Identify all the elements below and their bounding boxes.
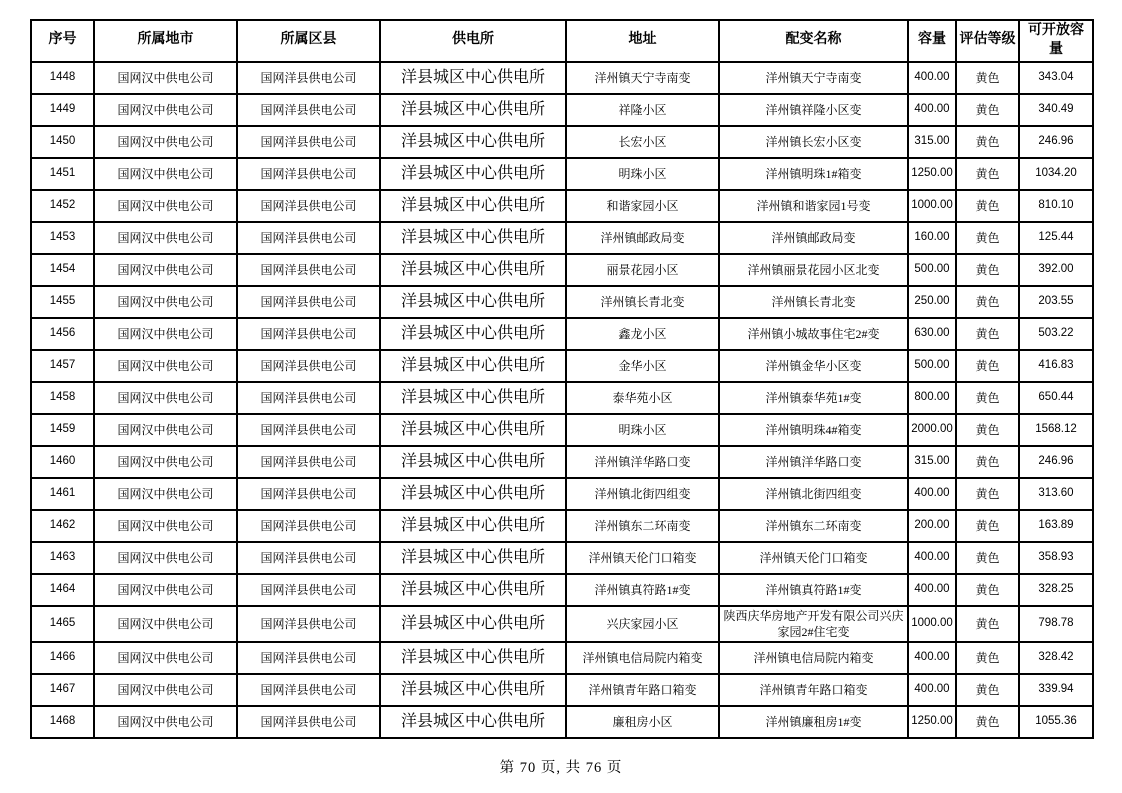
cell-transformer: 陕西庆华房地产开发有限公司兴庆家园2#住宅变 (719, 606, 908, 642)
table-body (31, 62, 1093, 738)
cell-open-capacity: 339.94 (1019, 674, 1093, 706)
column-header-capacity: 容量 (908, 20, 956, 62)
cell-capacity: 1000.00 (908, 190, 956, 222)
cell-open-capacity: 503.22 (1019, 318, 1093, 350)
cell-serial: 1456 (31, 318, 94, 350)
cell-transformer: 洋州镇金华小区变 (719, 350, 908, 382)
cell-transformer: 洋州镇长宏小区变 (719, 126, 908, 158)
cell-county: 国网洋县供电公司 (237, 674, 380, 706)
cell-address: 洋州镇北街四组变 (566, 478, 719, 510)
cell-serial: 1453 (31, 222, 94, 254)
cell-capacity: 200.00 (908, 510, 956, 542)
cell-address: 洋州镇东二环南变 (566, 510, 719, 542)
cell-capacity: 1250.00 (908, 706, 956, 738)
cell-city: 国网汉中供电公司 (94, 446, 237, 478)
cell-open-capacity: 358.93 (1019, 542, 1093, 574)
cell-transformer: 洋州镇长青北变 (719, 286, 908, 318)
cell-capacity: 1250.00 (908, 158, 956, 190)
cell-grade: 黄色 (956, 414, 1019, 446)
cell-serial: 1464 (31, 574, 94, 606)
cell-transformer: 洋州镇丽景花园小区北变 (719, 254, 908, 286)
cell-city: 国网汉中供电公司 (94, 642, 237, 674)
cell-serial: 1452 (31, 190, 94, 222)
cell-capacity: 400.00 (908, 478, 956, 510)
table-row (31, 642, 1093, 674)
cell-county: 国网洋县供电公司 (237, 606, 380, 642)
cell-serial: 1455 (31, 286, 94, 318)
cell-grade: 黄色 (956, 574, 1019, 606)
cell-address: 祥隆小区 (566, 94, 719, 126)
cell-capacity: 400.00 (908, 674, 956, 706)
cell-station: 洋县城区中心供电所 (380, 126, 566, 158)
cell-city: 国网汉中供电公司 (94, 478, 237, 510)
cell-address: 洋州镇洋华路口变 (566, 446, 719, 478)
cell-open-capacity: 416.83 (1019, 350, 1093, 382)
cell-station: 洋县城区中心供电所 (380, 414, 566, 446)
cell-open-capacity: 343.04 (1019, 62, 1093, 94)
cell-serial: 1457 (31, 350, 94, 382)
cell-city: 国网汉中供电公司 (94, 510, 237, 542)
cell-serial: 1459 (31, 414, 94, 446)
cell-station: 洋县城区中心供电所 (380, 606, 566, 642)
cell-address: 长宏小区 (566, 126, 719, 158)
cell-city: 国网汉中供电公司 (94, 414, 237, 446)
cell-serial: 1449 (31, 94, 94, 126)
cell-address: 明珠小区 (566, 158, 719, 190)
cell-city: 国网汉中供电公司 (94, 674, 237, 706)
cell-open-capacity: 1568.12 (1019, 414, 1093, 446)
cell-open-capacity: 392.00 (1019, 254, 1093, 286)
cell-transformer: 洋州镇洋华路口变 (719, 446, 908, 478)
table-row (31, 94, 1093, 126)
cell-address: 鑫龙小区 (566, 318, 719, 350)
table-row (31, 254, 1093, 286)
cell-city: 国网汉中供电公司 (94, 542, 237, 574)
cell-capacity: 400.00 (908, 94, 956, 126)
cell-transformer: 洋州镇青年路口箱变 (719, 674, 908, 706)
cell-address: 和谐家园小区 (566, 190, 719, 222)
cell-serial: 1448 (31, 62, 94, 94)
cell-open-capacity: 246.96 (1019, 126, 1093, 158)
cell-city: 国网汉中供电公司 (94, 254, 237, 286)
cell-capacity: 1000.00 (908, 606, 956, 642)
cell-city: 国网汉中供电公司 (94, 286, 237, 318)
cell-county: 国网洋县供电公司 (237, 190, 380, 222)
cell-county: 国网洋县供电公司 (237, 414, 380, 446)
column-header-serial: 序号 (31, 20, 94, 62)
table-row (31, 286, 1093, 318)
cell-capacity: 400.00 (908, 62, 956, 94)
cell-open-capacity: 163.89 (1019, 510, 1093, 542)
cell-transformer: 洋州镇真符路1#变 (719, 574, 908, 606)
table-row (31, 606, 1093, 642)
cell-open-capacity: 650.44 (1019, 382, 1093, 414)
cell-grade: 黄色 (956, 382, 1019, 414)
cell-address: 兴庆家园小区 (566, 606, 719, 642)
cell-address: 洋州镇真符路1#变 (566, 574, 719, 606)
table-row (31, 158, 1093, 190)
cell-grade: 黄色 (956, 286, 1019, 318)
cell-county: 国网洋县供电公司 (237, 574, 380, 606)
cell-county: 国网洋县供电公司 (237, 446, 380, 478)
table-row (31, 126, 1093, 158)
cell-transformer: 洋州镇北街四组变 (719, 478, 908, 510)
cell-address: 洋州镇电信局院内箱变 (566, 642, 719, 674)
cell-serial: 1454 (31, 254, 94, 286)
cell-transformer: 洋州镇电信局院内箱变 (719, 642, 908, 674)
cell-station: 洋县城区中心供电所 (380, 222, 566, 254)
table-row (31, 706, 1093, 738)
cell-city: 国网汉中供电公司 (94, 158, 237, 190)
cell-grade: 黄色 (956, 94, 1019, 126)
cell-grade: 黄色 (956, 446, 1019, 478)
table-row (31, 542, 1093, 574)
cell-transformer: 洋州镇东二环南变 (719, 510, 908, 542)
table-row (31, 62, 1093, 94)
cell-station: 洋县城区中心供电所 (380, 542, 566, 574)
cell-open-capacity: 798.78 (1019, 606, 1093, 642)
cell-county: 国网洋县供电公司 (237, 350, 380, 382)
cell-grade: 黄色 (956, 642, 1019, 674)
cell-station: 洋县城区中心供电所 (380, 286, 566, 318)
table-row (31, 414, 1093, 446)
column-header-station: 供电所 (380, 20, 566, 62)
cell-transformer: 洋州镇明珠4#箱变 (719, 414, 908, 446)
cell-open-capacity: 1034.20 (1019, 158, 1093, 190)
cell-grade: 黄色 (956, 606, 1019, 642)
cell-serial: 1450 (31, 126, 94, 158)
cell-address: 洋州镇天宁寺南变 (566, 62, 719, 94)
cell-grade: 黄色 (956, 674, 1019, 706)
cell-city: 国网汉中供电公司 (94, 350, 237, 382)
table-row (31, 190, 1093, 222)
column-header-grade: 评估等级 (956, 20, 1019, 62)
cell-station: 洋县城区中心供电所 (380, 318, 566, 350)
cell-capacity: 400.00 (908, 574, 956, 606)
cell-grade: 黄色 (956, 318, 1019, 350)
cell-transformer: 洋州镇廉租房1#变 (719, 706, 908, 738)
cell-serial: 1465 (31, 606, 94, 642)
cell-address: 廉租房小区 (566, 706, 719, 738)
cell-grade: 黄色 (956, 254, 1019, 286)
cell-county: 国网洋县供电公司 (237, 254, 380, 286)
cell-open-capacity: 125.44 (1019, 222, 1093, 254)
cell-grade: 黄色 (956, 542, 1019, 574)
cell-station: 洋县城区中心供电所 (380, 254, 566, 286)
table-row (31, 318, 1093, 350)
cell-capacity: 315.00 (908, 126, 956, 158)
cell-grade: 黄色 (956, 706, 1019, 738)
cell-city: 国网汉中供电公司 (94, 94, 237, 126)
cell-station: 洋县城区中心供电所 (380, 350, 566, 382)
cell-capacity: 250.00 (908, 286, 956, 318)
table-row (31, 574, 1093, 606)
cell-county: 国网洋县供电公司 (237, 158, 380, 190)
cell-serial: 1461 (31, 478, 94, 510)
cell-city: 国网汉中供电公司 (94, 706, 237, 738)
cell-county: 国网洋县供电公司 (237, 478, 380, 510)
cell-open-capacity: 328.25 (1019, 574, 1093, 606)
table-row (31, 510, 1093, 542)
cell-grade: 黄色 (956, 190, 1019, 222)
cell-station: 洋县城区中心供电所 (380, 574, 566, 606)
cell-station: 洋县城区中心供电所 (380, 674, 566, 706)
cell-county: 国网洋县供电公司 (237, 126, 380, 158)
cell-station: 洋县城区中心供电所 (380, 158, 566, 190)
cell-county: 国网洋县供电公司 (237, 286, 380, 318)
cell-open-capacity: 810.10 (1019, 190, 1093, 222)
cell-county: 国网洋县供电公司 (237, 222, 380, 254)
cell-serial: 1463 (31, 542, 94, 574)
column-header-transformer: 配变名称 (719, 20, 908, 62)
cell-address: 金华小区 (566, 350, 719, 382)
cell-station: 洋县城区中心供电所 (380, 706, 566, 738)
cell-transformer: 洋州镇天伦门口箱变 (719, 542, 908, 574)
cell-station: 洋县城区中心供电所 (380, 446, 566, 478)
cell-capacity: 400.00 (908, 642, 956, 674)
cell-serial: 1468 (31, 706, 94, 738)
cell-city: 国网汉中供电公司 (94, 126, 237, 158)
cell-grade: 黄色 (956, 222, 1019, 254)
cell-address: 洋州镇长青北变 (566, 286, 719, 318)
cell-transformer: 洋州镇明珠1#箱变 (719, 158, 908, 190)
cell-county: 国网洋县供电公司 (237, 706, 380, 738)
cell-grade: 黄色 (956, 478, 1019, 510)
table-row (31, 478, 1093, 510)
cell-open-capacity: 328.42 (1019, 642, 1093, 674)
table-row (31, 222, 1093, 254)
cell-address: 洋州镇邮政局变 (566, 222, 719, 254)
cell-serial: 1451 (31, 158, 94, 190)
cell-open-capacity: 1055.36 (1019, 706, 1093, 738)
cell-capacity: 400.00 (908, 542, 956, 574)
table-row (31, 446, 1093, 478)
cell-city: 国网汉中供电公司 (94, 382, 237, 414)
cell-grade: 黄色 (956, 126, 1019, 158)
cell-station: 洋县城区中心供电所 (380, 94, 566, 126)
cell-station: 洋县城区中心供电所 (380, 190, 566, 222)
cell-station: 洋县城区中心供电所 (380, 382, 566, 414)
cell-county: 国网洋县供电公司 (237, 642, 380, 674)
cell-county: 国网洋县供电公司 (237, 510, 380, 542)
cell-capacity: 800.00 (908, 382, 956, 414)
cell-transformer: 洋州镇邮政局变 (719, 222, 908, 254)
cell-address: 泰华苑小区 (566, 382, 719, 414)
cell-county: 国网洋县供电公司 (237, 94, 380, 126)
cell-open-capacity: 313.60 (1019, 478, 1093, 510)
cell-open-capacity: 203.55 (1019, 286, 1093, 318)
cell-capacity: 160.00 (908, 222, 956, 254)
cell-capacity: 500.00 (908, 350, 956, 382)
cell-open-capacity: 340.49 (1019, 94, 1093, 126)
cell-open-capacity: 246.96 (1019, 446, 1093, 478)
cell-city: 国网汉中供电公司 (94, 574, 237, 606)
cell-serial: 1466 (31, 642, 94, 674)
cell-station: 洋县城区中心供电所 (380, 478, 566, 510)
cell-city: 国网汉中供电公司 (94, 190, 237, 222)
table-row (31, 350, 1093, 382)
cell-transformer: 洋州镇天宁寺南变 (719, 62, 908, 94)
cell-station: 洋县城区中心供电所 (380, 510, 566, 542)
cell-capacity: 500.00 (908, 254, 956, 286)
cell-address: 洋州镇青年路口箱变 (566, 674, 719, 706)
column-header-city: 所属地市 (94, 20, 237, 62)
cell-serial: 1458 (31, 382, 94, 414)
table-header-row (31, 20, 1093, 62)
cell-transformer: 洋州镇祥隆小区变 (719, 94, 908, 126)
cell-transformer: 洋州镇泰华苑1#变 (719, 382, 908, 414)
cell-grade: 黄色 (956, 62, 1019, 94)
cell-capacity: 315.00 (908, 446, 956, 478)
cell-address: 洋州镇天伦门口箱变 (566, 542, 719, 574)
cell-grade: 黄色 (956, 510, 1019, 542)
cell-serial: 1460 (31, 446, 94, 478)
cell-city: 国网汉中供电公司 (94, 222, 237, 254)
cell-station: 洋县城区中心供电所 (380, 62, 566, 94)
cell-capacity: 2000.00 (908, 414, 956, 446)
cell-transformer: 洋州镇和谐家园1号变 (719, 190, 908, 222)
column-header-open-capacity: 可开放容量 (1019, 20, 1093, 62)
page-number-footer: 第 70 页, 共 76 页 (499, 760, 623, 776)
cell-grade: 黄色 (956, 158, 1019, 190)
cell-address: 丽景花园小区 (566, 254, 719, 286)
cell-city: 国网汉中供电公司 (94, 62, 237, 94)
column-header-address: 地址 (566, 20, 719, 62)
table-row (31, 674, 1093, 706)
cell-transformer: 洋州镇小城故事住宅2#变 (719, 318, 908, 350)
cell-city: 国网汉中供电公司 (94, 318, 237, 350)
cell-serial: 1462 (31, 510, 94, 542)
cell-address: 明珠小区 (566, 414, 719, 446)
capacity-table (30, 19, 1094, 739)
cell-station: 洋县城区中心供电所 (380, 642, 566, 674)
cell-city: 国网汉中供电公司 (94, 606, 237, 642)
cell-county: 国网洋县供电公司 (237, 382, 380, 414)
table-row (31, 382, 1093, 414)
cell-county: 国网洋县供电公司 (237, 318, 380, 350)
cell-serial: 1467 (31, 674, 94, 706)
cell-grade: 黄色 (956, 350, 1019, 382)
cell-county: 国网洋县供电公司 (237, 62, 380, 94)
cell-county: 国网洋县供电公司 (237, 542, 380, 574)
cell-capacity: 630.00 (908, 318, 956, 350)
column-header-county: 所属区县 (237, 20, 380, 62)
